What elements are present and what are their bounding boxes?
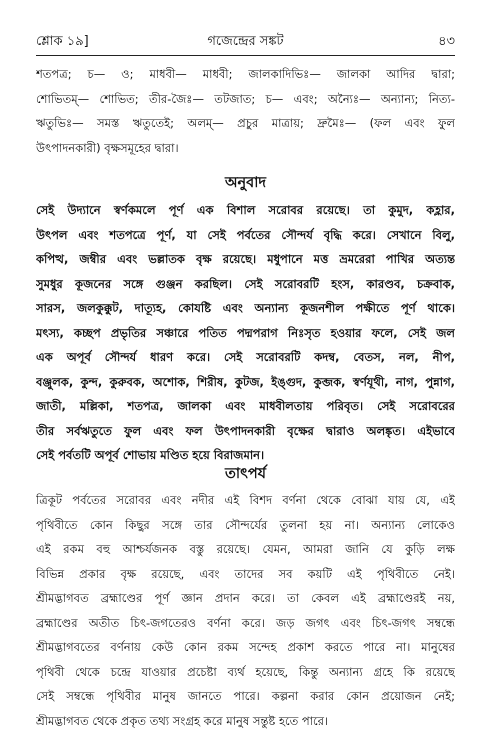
purport-line: শ্রীমদ্ভাগবতের বর্ণনায় কেউ কোন রকম সন্দেহ প্রকাশ করতে পারে না। মানুষের (36, 635, 455, 660)
translation-line: সারস, জলকুক্কুট, দাত্যূহ, কোযষ্টি এবং অন্যান্য কূজনশীল পক্ষীতে পূর্ণ থাকে। (36, 296, 455, 321)
synonyms-line: ঋতুভিঃ— সমস্ত ঋতুতেই; অলম্— প্রচুর মাত্রায়; দ্রুমৈঃ— (ফল এবং ফুল (36, 111, 455, 136)
purport-line: পৃথিবীতে কোন কিছুর সঙ্গে তার সৌন্দর্যের তুলনা হয় না। অন্যান্য লোকেও (36, 513, 455, 538)
purport-line: এই রকম বহু আশ্চর্যজনক বস্তু রয়েছে। যেমন, আমরা জানি যে কুড়ি লক্ষ (36, 537, 455, 562)
translation-line: বঞ্জুলক, কুন্দ, কুরুবক, অশোক, শিরীষ, কুটজ, ইঙ্গুদ, কুব্জক, স্বর্ণযূথী, নাগ, পুন্নাগ, (36, 370, 455, 395)
translation-line: সেই উদ্যানে স্বর্ণকমলে পূর্ণ এক বিশাল সরোবর রয়েছে। তা কুমুদ, কহ্লার, (36, 198, 455, 223)
translation-line: সুমধুর কূজনের সঙ্গে গুঞ্জন করছিল। সেই সরোবরটি হংস, কারণ্ডব, চক্রবাক, (36, 272, 455, 297)
purport-line: বিভিন্ন প্রকার বৃক্ষ রয়েছে, এবং তাদের সব কয়টি এই পৃথিবীতে নেই। (36, 562, 455, 587)
purport-heading: তাৎপর্য (0, 463, 491, 487)
page-header (36, 32, 455, 52)
verse-reference: শ্লোক ১৯] (36, 32, 89, 53)
chapter-title: গজেন্দ্রের সঙ্কট (207, 32, 283, 53)
translation-line: জাতী, মল্লিকা, শতপত্র, জালকা এবং মাধবীলতায় পরিবৃত। সেই সরোবরের (36, 394, 455, 419)
page-number: ৪৩ (438, 32, 455, 53)
translation-line: সেই পর্বতটি অপূর্ব শোভায় মণ্ডিত হয়ে বিরাজমান। (36, 443, 455, 468)
translation-heading: অনুবাদ (0, 172, 491, 196)
translation-line: তীর সর্বঋতুতে ফুল এবং ফল উৎপাদনকারী বৃক্ষের দ্বারাও অলঙ্কৃত। এইভাবে (36, 419, 455, 444)
purport-block (36, 488, 455, 733)
purport-line: পৃথিবী থেকে চন্দ্রে যাওয়ার প্রচেষ্টা ব্যর্থ হয়েছে, কিন্তু অন্যান্য গ্রহে কি রয়েছে (36, 660, 455, 685)
translation-line: মৎস্য, কচ্ছপ প্রভৃতির সঞ্চারে পতিত পদ্মপরাগ নিঃসৃত হওয়ার ফলে, সেই জল (36, 321, 455, 346)
translation-line: কপিত্থ, জম্বীর এবং ভল্লাতক বৃক্ষ রয়েছে। মধুপানে মত্ত ভ্রমরেরা পাখির অত্যন্ত (36, 247, 455, 272)
translation-block (36, 198, 455, 468)
synonyms-line: শতপত্র; চ— ও; মাধবী— মাধবী; জালকাদিভিঃ— জালকা আদির দ্বারা; (36, 62, 455, 87)
purport-line: সেই সম্বন্ধে পৃথিবীর মানুষ জানতে পারে। কল্পনা করার কোন প্রয়োজন নেই; (36, 684, 455, 709)
synonyms-block (36, 62, 455, 160)
translation-line: উৎপল এবং শতপত্রে পূর্ণ, যা সেই পর্বতের সৌন্দর্য বৃদ্ধি করে। সেখানে বিলু, (36, 223, 455, 248)
translation-line: এক অপূর্ব সৌন্দর্য ধারণ করে। সেই সরোবরটি কদম্ব, বেতস, নল, নীপ, (36, 345, 455, 370)
header-rule (36, 55, 455, 56)
purport-line: ত্রিকূট পর্বতের সরোবর এবং নদীর এই বিশদ বর্ণনা থেকে বোঝা যায় যে, এই (36, 488, 455, 513)
purport-line: ব্রহ্মাণ্ডের অতীত চিৎ-জগতেরও বর্ণনা করে। জড় জগৎ এবং চিৎ-জগৎ সম্বন্ধে (36, 611, 455, 636)
purport-line: শ্রীমদ্ভাগবত ব্রহ্মাণ্ডের পূর্ণ জ্ঞান প্রদান করে। তা কেবল এই ব্রহ্মাণ্ডেরই নয়, (36, 586, 455, 611)
synonyms-line: উৎপাদনকারী) বৃক্ষসমূহের দ্বারা। (36, 136, 455, 161)
synonyms-line: শোভিতম্— শোভিত; তীর-জৈঃ— তটজাত; চ— এবং; অন্যৈঃ— অন্যান্য; নিত্য- (36, 87, 455, 112)
purport-line: শ্রীমদ্ভাগবত থেকে প্রকৃত তথ্য সংগ্রহ করে মানুষ সন্তুষ্ট হতে পারে। (36, 709, 455, 733)
